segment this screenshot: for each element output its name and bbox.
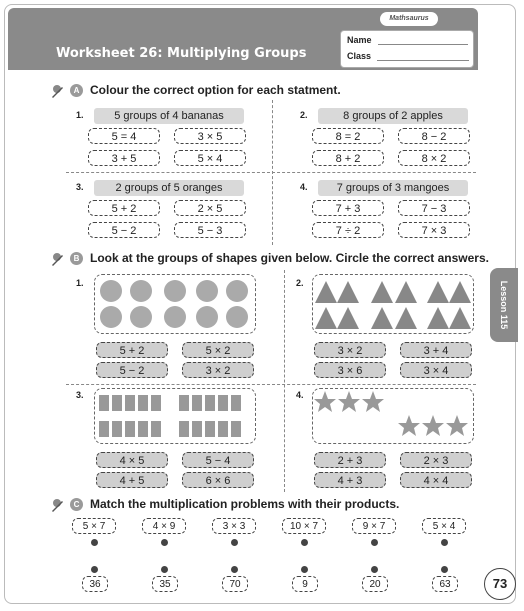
problem-box[interactable]: 5 × 4 [422,518,466,534]
rectangle-shape [138,421,148,437]
page-number: 73 [484,568,516,600]
rectangle-shape [99,421,109,437]
triangle-shape [337,307,359,329]
shape-group-box [312,388,474,444]
answer-option[interactable]: 5 − 2 [96,362,168,378]
answer-option[interactable]: 5 × 2 [182,342,254,358]
shape-group-box [312,274,474,334]
class-row [347,51,469,61]
rectangle-shape [179,421,189,437]
answer-option[interactable]: 2 × 5 [174,200,246,216]
circle-shape [226,306,248,328]
answer-option[interactable]: 8 + 2 [312,150,384,166]
match-dot[interactable] [441,539,448,546]
product-box[interactable]: 9 [292,576,318,592]
triangle-shape [395,281,417,303]
answer-option[interactable]: 5 − 2 [88,222,160,238]
section-b-title: Look at the groups of shapes given below. Circle the correct answers. [90,251,489,265]
circle-shape [164,306,186,328]
problem-box[interactable]: 3 × 3 [212,518,256,534]
triangle-shape [427,281,449,303]
product-box[interactable]: 36 [82,576,108,592]
question-number: 2. [300,110,308,120]
answer-option[interactable]: 7 × 3 [398,222,470,238]
shape-group-box [94,388,256,444]
answer-option[interactable]: 5 − 4 [182,452,254,468]
section-c-badge: C [70,498,83,511]
rectangle-shape [125,395,135,411]
answer-option[interactable]: 3 × 2 [182,362,254,378]
section-a-badge: A [70,84,83,97]
match-dot[interactable] [161,566,168,573]
triangle-shape [337,281,359,303]
answer-option[interactable]: 5 = 4 [88,128,160,144]
star-shape [398,415,420,436]
answer-option[interactable]: 3 + 4 [400,342,472,358]
statement-label: 5 groups of 4 bananas [94,108,244,124]
circle-shape [100,280,122,302]
product-box[interactable]: 35 [152,576,178,592]
answer-option[interactable]: 4 × 4 [400,472,472,488]
lesson-tab [490,268,518,342]
match-dot[interactable] [231,566,238,573]
question-number: 1. [76,110,84,120]
match-dot[interactable] [91,539,98,546]
rectangle-shape [205,421,215,437]
question-number: 3. [76,182,84,192]
match-dot[interactable] [371,566,378,573]
circle-shape [196,306,218,328]
rectangle-shape [192,421,202,437]
lesson-tab-label: Lesson 115 [499,280,509,330]
star-shape [338,391,360,412]
pencil-kid-icon [50,84,64,98]
question-number: 2. [296,278,304,288]
problem-box[interactable]: 9 × 7 [352,518,396,534]
statement-label: 2 groups of 5 oranges [94,180,244,196]
answer-option[interactable]: 3 × 4 [400,362,472,378]
answer-option[interactable]: 6 × 6 [182,472,254,488]
rectangle-shape [179,395,189,411]
answer-option[interactable]: 4 + 5 [96,472,168,488]
problem-box[interactable]: 5 × 7 [72,518,116,534]
product-box[interactable]: 70 [222,576,248,592]
rectangle-shape [151,421,161,437]
pencil-kid-icon [50,252,64,266]
rectangle-shape [231,421,241,437]
match-dot[interactable] [441,566,448,573]
answer-option[interactable]: 4 × 5 [96,452,168,468]
star-shape [422,415,444,436]
name-label: Name [347,35,372,45]
triangle-shape [427,307,449,329]
name-row [347,35,468,45]
answer-option[interactable]: 7 + 3 [312,200,384,216]
triangle-shape [315,281,337,303]
circle-shape [196,280,218,302]
question-number: 1. [76,278,84,288]
answer-option[interactable]: 5 + 2 [88,200,160,216]
triangle-shape [371,281,393,303]
name-field[interactable] [378,36,468,45]
triangle-shape [395,307,417,329]
circle-shape [100,306,122,328]
circle-shape [130,306,152,328]
class-field[interactable] [377,52,469,61]
match-dot[interactable] [91,566,98,573]
rectangles-group [95,389,255,443]
question-number: 4. [300,182,308,192]
section-b-vertical-divider [284,270,285,492]
answer-option[interactable]: 5 − 3 [174,222,246,238]
circle-shape [130,280,152,302]
triangles-group [313,275,473,333]
product-box[interactable]: 63 [432,576,458,592]
answer-option[interactable]: 2 + 3 [314,452,386,468]
match-dot[interactable] [231,539,238,546]
star-shape [362,391,384,412]
rectangle-shape [112,421,122,437]
rectangle-shape [125,421,135,437]
match-dot[interactable] [301,566,308,573]
circles-group [95,275,255,333]
answer-option[interactable]: 3 × 6 [314,362,386,378]
triangle-shape [315,307,337,329]
brand-logo: Mathsaurus [380,12,438,26]
statement-label: 8 groups of 2 apples [318,108,468,124]
answer-option[interactable]: 3 × 2 [314,342,386,358]
answer-option[interactable]: 8 − 2 [398,128,470,144]
match-dot[interactable] [371,539,378,546]
answer-option[interactable]: 5 × 4 [174,150,246,166]
pencil-kid-icon [50,498,64,512]
answer-option[interactable]: 8 = 2 [312,128,384,144]
answer-option[interactable]: 8 × 2 [398,150,470,166]
section-a-title: Colour the correct option for each statment. [90,83,341,97]
section-a-horizontal-divider [66,172,476,173]
match-dot[interactable] [301,539,308,546]
rectangle-shape [205,395,215,411]
rectangle-shape [218,421,228,437]
answer-option[interactable]: 3 + 5 [88,150,160,166]
circle-shape [164,280,186,302]
question-number: 4. [296,390,304,400]
section-c-title: Match the multiplication problems with their products. [90,497,400,511]
class-label: Class [347,51,372,61]
section-b-badge: B [70,252,83,265]
triangle-shape [371,307,393,329]
problem-box[interactable]: 4 × 9 [142,518,186,534]
answer-option[interactable]: 2 × 3 [400,452,472,468]
answer-option[interactable]: 4 + 3 [314,472,386,488]
triangle-shape [449,307,471,329]
name-class-box [340,30,474,68]
rectangle-shape [99,395,109,411]
stars-group [313,389,473,443]
rectangle-shape [192,395,202,411]
section-b-horizontal-divider [66,384,476,385]
answer-option[interactable]: 7 ÷ 2 [312,222,384,238]
triangle-shape [449,281,471,303]
circle-shape [226,280,248,302]
answer-option[interactable]: 3 × 5 [174,128,246,144]
answer-option[interactable]: 7 − 3 [398,200,470,216]
answer-option[interactable]: 5 + 2 [96,342,168,358]
rectangle-shape [151,395,161,411]
worksheet-title: Worksheet 26: Multiplying Groups [56,46,307,61]
shape-group-box [94,274,256,334]
star-shape [446,415,468,436]
rectangle-shape [218,395,228,411]
problem-box[interactable]: 10 × 7 [282,518,326,534]
rectangle-shape [138,395,148,411]
question-number: 3. [76,390,84,400]
rectangle-shape [231,395,241,411]
statement-label: 7 groups of 3 mangoes [318,180,468,196]
match-dot[interactable] [161,539,168,546]
rectangle-shape [112,395,122,411]
product-box[interactable]: 20 [362,576,388,592]
star-shape [314,391,336,412]
